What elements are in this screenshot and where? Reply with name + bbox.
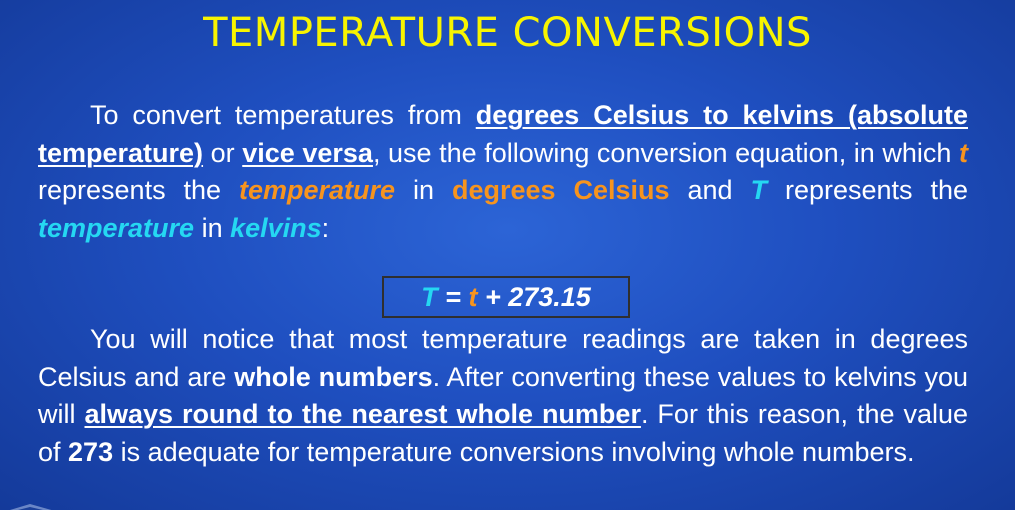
text-segment: . After converting these values to kelvins you will xyxy=(38,361,968,429)
term-degrees-celsius: degrees Celsius xyxy=(451,175,670,205)
text-segment: and xyxy=(669,175,751,205)
formula-T: T xyxy=(421,282,438,312)
emphasis-273: 273 xyxy=(68,436,114,467)
text-segment: You will notice that most temperature readings are taken in degrees Celsius and are xyxy=(38,324,968,392)
term-kelvins: kelvins xyxy=(230,212,322,243)
slide-title: TEMPERATURE CONVERSIONS xyxy=(203,10,812,56)
emphasis-celsius-to-kelvins: degrees Celsius to kelvins (absolute temperature) xyxy=(38,100,968,168)
slide-corner-decoration xyxy=(0,500,62,510)
text-segment: is adequate for temperature conversions involving whole numbers. xyxy=(113,436,915,467)
text-segment: . For this reason, the value of xyxy=(38,399,968,467)
formula-constant: + 273.15 xyxy=(477,282,591,312)
text-segment: To convert temperatures from xyxy=(90,100,476,130)
emphasis-round-rule: always round to the nearest whole number xyxy=(84,399,641,429)
emphasis-whole-numbers: whole numbers xyxy=(234,361,433,392)
text-segment: represents the xyxy=(38,175,239,205)
intro-paragraph xyxy=(38,97,968,247)
emphasis-vice-versa: vice versa xyxy=(242,137,373,168)
text-segment: : xyxy=(321,212,330,243)
text-segment: or xyxy=(203,137,243,168)
notice-paragraph xyxy=(38,321,968,471)
corner-shape-icon xyxy=(0,503,62,510)
formula-equals: = xyxy=(437,282,469,312)
symbol-t: t xyxy=(959,137,968,168)
formula-t: t xyxy=(468,282,478,312)
text-segment: in xyxy=(395,175,452,205)
text-segment: in xyxy=(194,212,231,243)
text-segment: represents the xyxy=(767,175,968,205)
conversion-formula-box xyxy=(382,276,630,318)
text-segment: , use the following conversion equation, in which xyxy=(372,137,959,168)
term-temperature-celsius: temperature xyxy=(239,175,396,205)
symbol-T: T xyxy=(750,175,767,205)
term-temperature-kelvin: temperature xyxy=(38,212,195,243)
